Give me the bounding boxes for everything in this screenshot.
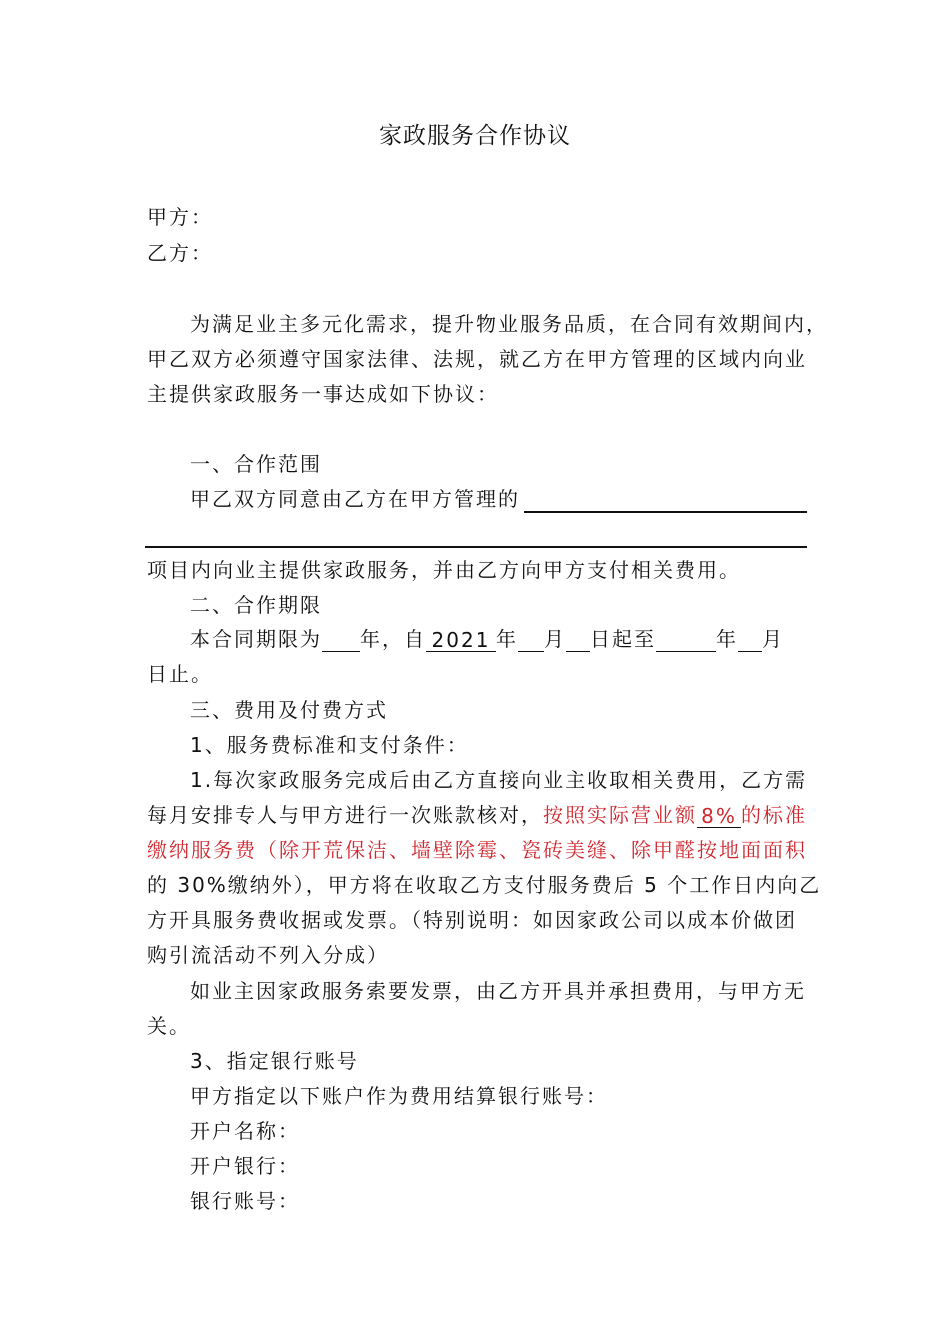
fee-line-1: 1.每次家政服务完成后由乙方直接向业主收取相关费用，乙方需: [190, 768, 808, 792]
end-year-blank: [656, 627, 716, 652]
invoice-line-2: 关。: [147, 1014, 191, 1038]
start-day-blank: [566, 627, 590, 652]
project-name-blank: [524, 511, 807, 513]
term-years-blank: [322, 627, 360, 652]
section-1-line-2: 项目内向业主提供家政服务，并由乙方向甲方支付相关费用。: [147, 558, 741, 582]
term-text-6: 年: [716, 627, 738, 651]
fee-rate-field: 8%: [697, 803, 741, 828]
term-text-7: 月: [762, 627, 784, 651]
term-text-5: 日起至: [590, 627, 656, 651]
section-2-heading: 二、合作期限: [190, 593, 322, 617]
term-text-1: 本合同期限为: [190, 627, 322, 651]
fee-line-4: 的 30%缴纳外），甲方将在收取乙方支付服务费后 5 个工作日内向乙: [147, 873, 822, 897]
document-title: 家政服务合作协议: [379, 123, 571, 149]
intro-line-2: 甲乙双方必须遵守国家法律、法规，就乙方在甲方管理的区域内向业: [147, 347, 807, 371]
term-text-3: 年: [496, 627, 518, 651]
term-line: [190, 626, 784, 652]
fee-line-2: [147, 802, 807, 828]
section-1-heading: 一、合作范围: [190, 452, 322, 476]
term-text-2: 年，自: [360, 627, 426, 651]
term-text-4: 月: [544, 627, 566, 651]
project-name-blank-line-2: [145, 546, 807, 548]
section-1-line-1: 甲乙双方同意由乙方在甲方管理的: [190, 487, 520, 511]
term-line-2: 日止。: [147, 662, 213, 686]
account-number-label: 银行账号：: [190, 1189, 300, 1213]
fee-rule-text-2: 的标准: [741, 803, 807, 827]
fee-line-5: 方开具服务费收据或发票。（特别说明：如因家政公司以成本价做团: [147, 908, 797, 932]
fee-line-6: 购引流活动不列入分成）: [147, 943, 389, 967]
subsection-1-heading: 1、服务费标准和支付条件：: [190, 733, 469, 757]
party-a-label: 甲方：: [147, 205, 213, 229]
bank-intro: 甲方指定以下账户作为费用结算银行账号：: [190, 1084, 608, 1108]
intro-line-1: 为满足业主多元化需求，提升物业服务品质，在合同有效期间内，: [190, 312, 828, 336]
fee-rule-text: 按照实际营业额: [543, 803, 697, 827]
bank-name-label: 开户银行：: [190, 1154, 300, 1178]
start-month-blank: [518, 627, 544, 652]
subsection-3-heading: 3、指定银行账号: [190, 1049, 359, 1073]
end-month-blank: [738, 627, 762, 652]
section-3-heading: 三、费用及付费方式: [190, 698, 388, 722]
invoice-line-1: 如业主因家政服务索要发票，由乙方开具并承担费用，与甲方无: [190, 979, 806, 1003]
intro-line-3: 主提供家政服务一事达成如下协议：: [147, 382, 499, 406]
start-year-field: 2021: [426, 627, 496, 652]
account-name-label: 开户名称：: [190, 1119, 300, 1143]
party-b-label: 乙方：: [147, 241, 213, 265]
fee-line-2-text: 每月安排专人与甲方进行一次账款核对，: [147, 803, 543, 827]
fee-line-3: 缴纳服务费（除开荒保洁、墙壁除霉、瓷砖美缝、除甲醛按地面面积: [147, 838, 807, 862]
